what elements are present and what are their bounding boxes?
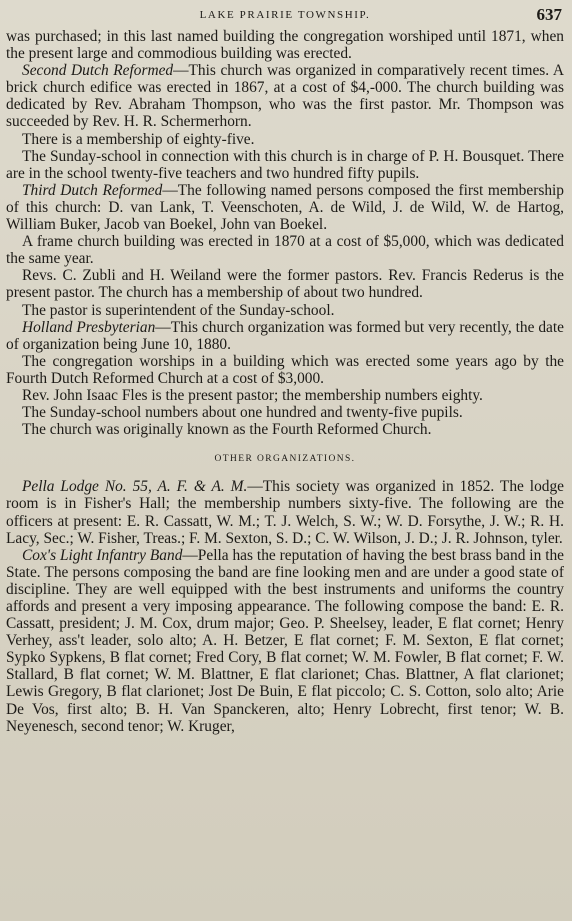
body-text [6, 28, 564, 735]
paragraph: Pella Lodge No. 55, A. F. & A. M.—This society was organized in 1852. The lodge room is in Fisher's Hall; the membership numbers sixty-five. The following are the officers at present: E. R. Cassatt, W. M.; T. J. Welch, S. W.; W. D. Forsythe, J. W.; R. H. Lacy, Sec.; W. Fisher, Treas.; F. M. Sexton, S. D.; C. W. Wilson, J. D.; J. R. Johnson, tyler. [6, 478, 564, 547]
paragraph: Cox's Light Infantry Band—Pella has the reputation of having the best brass band in the State. The persons composing the band are fine looking men and are under a good state of discipline. They are well equipped with the best instruments and uniforms the country affords and present a very imposing appearance. The following compose the band: E. R. Cassatt, president; J. M. Cox, drum major; Geo. P. Sheelsey, leader, E flat cornet; Henry Verhey, ass't leader, solo alto; A. H. Betzer, E flat cornet; F. M. Sexton, E flat cornet; Sypko Sypkens, B flat cornet; Fred Cory, B flat cornet; W. M. Fowler, B flat cornet; F. W. Stallard, B flat cornet; W. M. Blattner, E flat clarionet; Chas. Blattner, A flat clarionet; Lewis Gregory, B flat clarionet; Jost De Buin, E flat piccolo; C. S. Cotton, solo alto; Arie De Vos, first alto; B. H. Van Spanckeren, alto; Henry Lobrecht, first tenor; W. B. Neyenesch, second tenor; W. Kruger, [6, 546, 564, 735]
paragraph: A frame church building was erected in 1870 at a cost of $5,000, which was dedicated the same year. [6, 233, 564, 268]
paragraph-heading: Third Dutch Reformed [22, 181, 163, 199]
running-head: LAKE PRAIRIE TOWNSHIP. [199, 9, 371, 21]
paragraph-heading: Pella Lodge No. 55, A. F. & A. M. [22, 478, 248, 496]
paragraph: Rev. John Isaac Fles is the present pastor; the membership numbers eighty. [22, 386, 483, 404]
paragraph: There is a membership of eighty-five. [22, 130, 255, 148]
paragraph: The Sunday-school numbers about one hundred and twenty-five pupils. [22, 404, 463, 422]
paragraph: The congregation worships in a building which was erected some years ago by the Fourth Dutch Reformed Church at a cost of $3,000. [6, 352, 564, 387]
page-header [6, 6, 564, 28]
paragraph: Revs. C. Zubli and H. Weiland were the former pastors. Rev. Francis Rederus is the present pastor. The church has a membership of about two hundred. [6, 267, 564, 302]
paragraph: Holland Presbyterian—This church organization was formed but very recently, the date of organization being June 10, 1880. [6, 318, 564, 353]
page-number: 637 [536, 5, 562, 24]
paragraph-heading: Second Dutch Reformed [22, 62, 174, 80]
paragraph: was purchased; in this last named building the congregation worshiped until 1871, when the present large and commodious building was erected. [6, 28, 564, 63]
paragraph: Second Dutch Reformed—This church was organized in comparatively recent times. A brick church edifice was erected in 1867, at a cost of $4,-000. The church building was dedicated by Rev. Abraham Thompson, who was the first pastor. Mr. Thompson was succeeded by Rev. H. R. Schermerhorn. [6, 62, 564, 131]
paragraph: The pastor is superintendent of the Sunday-school. [22, 301, 335, 319]
paragraph-heading: Holland Presbyterian [22, 318, 156, 336]
paragraph: The Sunday-school in connection with this church is in charge of P. H. Bousquet. There are in the school twenty-five teachers and two hundred fifty pupils. [6, 147, 564, 182]
paragraph: The church was originally known as the Fourth Reformed Church. [22, 421, 432, 439]
paragraph-heading: Cox's Light Infantry Band [22, 546, 183, 564]
section-heading: OTHER ORGANIZATIONS. [214, 454, 356, 465]
paragraph: Third Dutch Reformed—The following named persons composed the first membership of this church: D. van Lank, T. Veenschoten, A. de Wild, J. de Wild, W. de Hartog, William Buker, Jacob van Boekel, John van Boekel. [6, 181, 564, 234]
